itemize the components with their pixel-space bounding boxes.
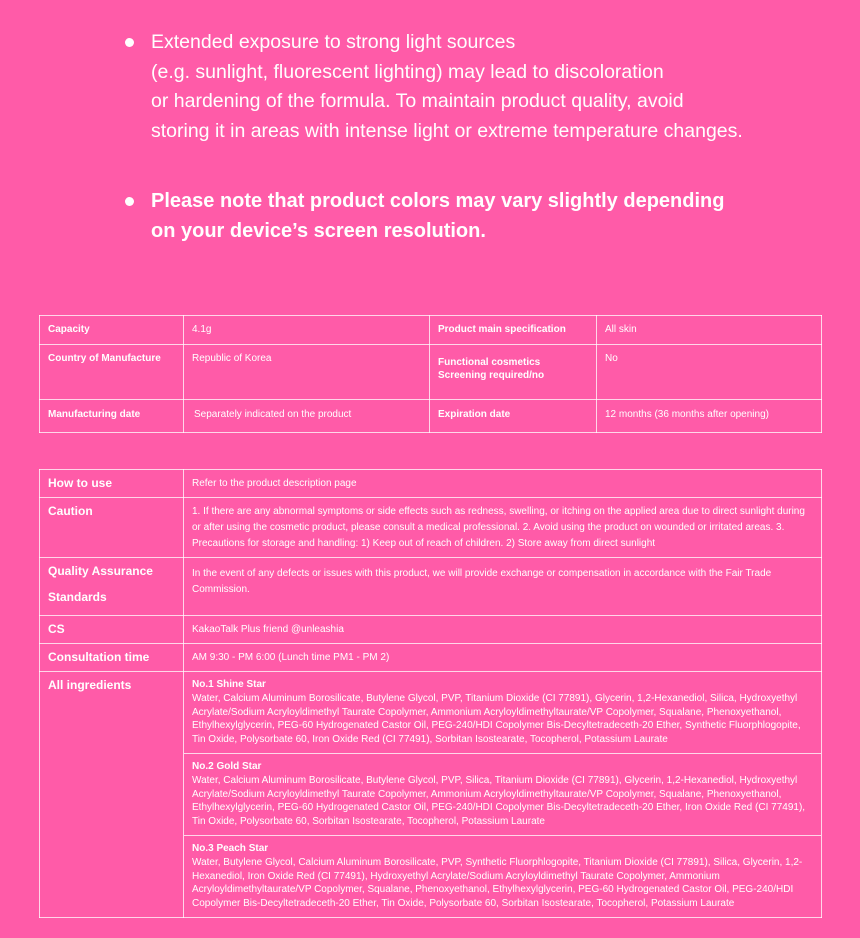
- table-row: [40, 345, 822, 400]
- country-label: Country of Manufacture: [40, 345, 184, 400]
- consultation-time-label: Consultation time: [40, 644, 184, 672]
- product-info-table: [39, 469, 822, 918]
- note-line: Extended exposure to strong light sources: [151, 31, 516, 53]
- functional-value: No: [597, 345, 822, 400]
- caution-label: Caution: [40, 498, 184, 558]
- cs-value: KakaoTalk Plus friend @unleashia: [184, 616, 822, 644]
- ingredient-block: [184, 753, 821, 835]
- table-row: [40, 558, 822, 616]
- table-row: [40, 400, 822, 433]
- cs-label: CS: [40, 616, 184, 644]
- main-spec-label: Product main specification: [430, 316, 597, 345]
- mfg-date-value: Separately indicated on the product: [184, 400, 430, 433]
- expiration-label: Expiration date: [430, 400, 597, 433]
- ingredients-label: All ingredients: [40, 672, 184, 918]
- ingredient-block: [184, 835, 821, 917]
- note-line: storing it in areas with intense light or extreme temperature changes.: [151, 119, 743, 142]
- functional-cosmetics-label: [430, 345, 597, 400]
- table-row: [40, 498, 822, 558]
- note-line: (e.g. sunlight, fluorescent lighting) may lead to discoloration: [151, 60, 664, 83]
- functional-label-line: Screening required/no: [438, 370, 545, 381]
- bullet-icon: [125, 197, 134, 206]
- color-variance-note: [125, 187, 825, 246]
- note-line: Please note that product colors may vary slightly depending: [151, 190, 725, 212]
- ingredient-block: [184, 672, 821, 753]
- note-line: on your device’s screen resolution.: [151, 219, 486, 242]
- table-row: [40, 644, 822, 672]
- ingredients-cell: [184, 672, 822, 918]
- shade-name: No.1 Shine Star: [192, 679, 266, 690]
- bullet-icon: [125, 38, 134, 47]
- country-value: Republic of Korea: [184, 345, 430, 400]
- how-to-use-value: Refer to the product description page: [184, 470, 822, 498]
- main-spec-value: All skin: [597, 316, 822, 345]
- consultation-time-value: AM 9:30 - PM 6:00 (Lunch time PM1 - PM 2): [184, 644, 822, 672]
- caution-value: 1. If there are any abnormal symptoms or side effects such as redness, swelling, or itching on the applied area due to direct sunlight during or after using the cosmetic product, please consult a medical professional. 2. Avoid using the product on wounded or irritated areas. 3. Precautions for storage and handling: 1) Keep out of reach of children. 2) Store away from direct sunlight: [184, 498, 822, 558]
- table-row: [40, 672, 822, 918]
- functional-label-line: Functional cosmetics: [438, 357, 541, 368]
- how-to-use-label: How to use: [40, 470, 184, 498]
- capacity-label: Capacity: [40, 316, 184, 345]
- shade-name: No.2 Gold Star: [192, 760, 262, 772]
- shade-name: No.3 Peach Star: [192, 842, 269, 854]
- quality-assurance-label: Quality Assurance Standards: [40, 558, 184, 616]
- table-row: [40, 616, 822, 644]
- mfg-date-label: Manufacturing date: [40, 400, 184, 433]
- quality-assurance-value: In the event of any defects or issues with this product, we will provide exchange or compensation in accordance with the Fair Trade Commission.: [184, 558, 822, 616]
- light-exposure-note: [125, 28, 825, 146]
- note-line: or hardening of the formula. To maintain product quality, avoid: [151, 90, 684, 112]
- ingredient-list: Water, Calcium Aluminum Borosilicate, Butylene Glycol, PVP, Silica, Titanium Dioxide (CI 77891), Glycerin, 1,2-Hexanediol, Hydroxyethyl Acrylate/Sodium Acryloyldimethyl Taurate Copolymer, Ammonium Acryloyldimethyltaurate/VP Copolymer, Squalane, Phenoxyethanol, Ethylhexylglycerin, PEG-60 Hydrogenated Castor Oil, PEG-240/HDI Copolymer Bis-Decyltetradeceth-20 Ether, Iron Oxide Red (CI 77491), Tin Oxide, Polysorbate 60, Sorbitan Isostearate, Tocopherol, Potassium Laurate: [192, 774, 806, 828]
- notes-section: [125, 28, 825, 246]
- product-spec-table: [39, 315, 822, 433]
- capacity-value: 4.1g: [184, 316, 430, 345]
- table-row: [40, 316, 822, 345]
- ingredient-list: Water, Calcium Aluminum Borosilicate, Butylene Glycol, PVP, Titanium Dioxide (CI 77891), Glycerin, 1,2-Hexanediol, Silica, Hydroxyethyl Acrylate/Sodium Acryloyldimethyl Taurate Copolymer, Ammonium Acryloyldimethyltaurate/VP Copolymer, Squalane, Phenoxyethanol, Ethylhexylglycerin, PEG-60 Hydrogenated Castor Oil, PEG-240/HDI Copolymer Bis-Decyltetradeceth-20 Ether, Synthetic Fluorphlogopite, Tin Oxide, Polysorbate 60, Iron Oxide Red (CI 77491), Sorbitan Isostearate, Tocopherol, Potassium Laurate: [192, 692, 801, 746]
- ingredient-list: Water, Butylene Glycol, Calcium Aluminum Borosilicate, PVP, Synthetic Fluorphlogopite, Titanium Dioxide (CI 77891), Silica, Glycerin, 1,2-Hexanediol, Iron Oxide Red (CI 77491), Hydroxyethyl Acrylate/Sodium Acryloyldimethyl Taurate Copolymer, Ammonium Acryloyldimethyltaurate/VP Copolymer, Squalane, Phenoxyethanol, Ethylhexylglycerin, PEG-60 Hydrogenated Castor Oil, PEG-240/HDI Copolymer Bis-Decyltetradeceth-20 Ether, Tin Oxide, Polysorbate 60, Sorbitan Isostearate, Tocopherol, Potassium Laurate: [192, 856, 803, 910]
- expiration-value: 12 months (36 months after opening): [597, 400, 822, 433]
- table-row: [40, 470, 822, 498]
